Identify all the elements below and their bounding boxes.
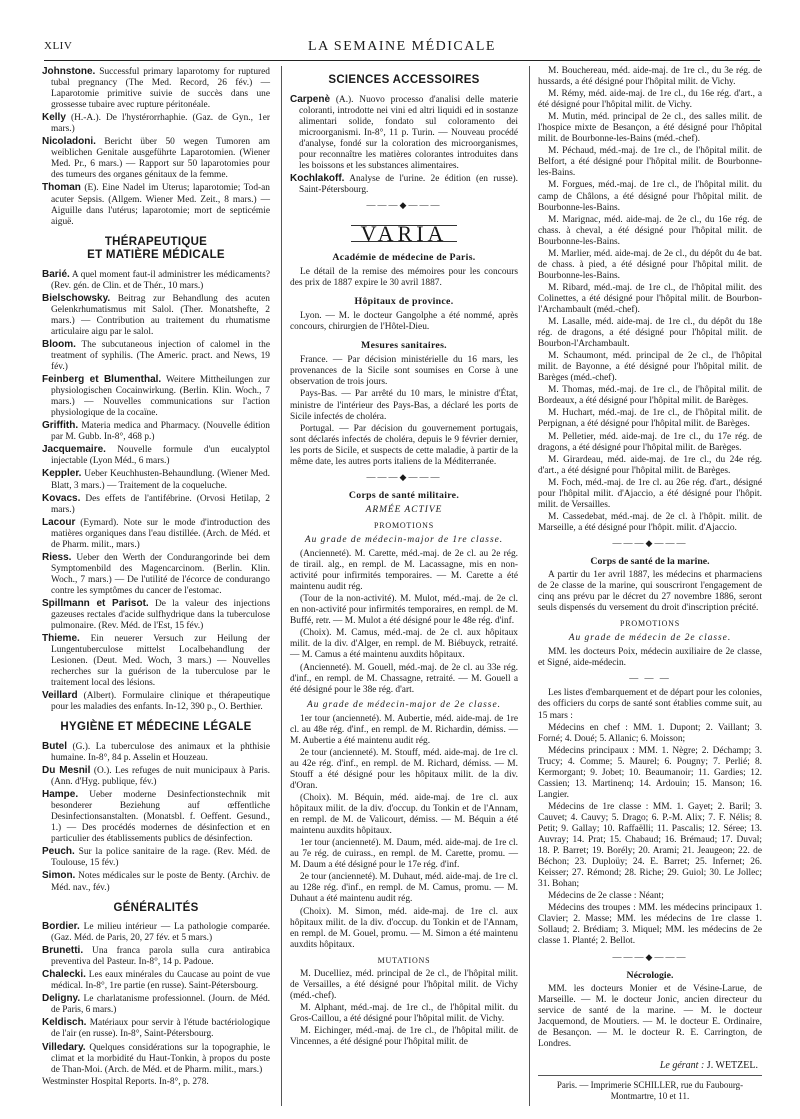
- paragraph: Médecins principaux : MM. 1. Nègre; 2. Déchamp; 3. Trucy; 4. Comme; 5. Maurel; 6. Pougny; 7. Perlié; 8. Kermorgant; 9. Jobet; 10. Beaumanoir; 11. Gardies; 12. Cassien; 13. Martinenq; 14. Ardouin; 15. Manson; 16. Langier.: [538, 745, 762, 800]
- entry-text: Quelques considérations sur la topographie, le climat et la morbidité du Haut-Tonkin, à propos du poste de Than-Moi. (Arch. de Méd. et de Pharm. milit., mars.): [51, 1042, 270, 1075]
- paragraph: M. Mutin, méd. principal de 2e cl., des salles milit. de l'hospice mixte de Besançon, a été désigné pour l'hôpital milit. de Bourbonne-les-Bains (méd.-chef).: [538, 112, 762, 145]
- printer-line: Paris. — Imprimerie SCHILLER, rue du Faubourg-: [556, 1079, 744, 1090]
- ornament-divider: ———◆———: [366, 471, 442, 482]
- grade-heading: Au grade de médecin-major de 1re classe.: [304, 535, 504, 545]
- entry-text: Westminster Hospital Reports. In-8°, p. 278.: [42, 1076, 209, 1087]
- entry-author: Du Mesnil: [42, 765, 91, 777]
- entry-author: Riess.: [42, 551, 72, 563]
- entry-author: Jacquemaire.: [42, 444, 106, 456]
- entry-text: (Eymard). Note sur le mode d'introduction des matières organiques dans l'eau distillée. (Arch. de Méd. et de Pharm. milit., mars.): [51, 517, 270, 550]
- bibliography-entry: [42, 468, 270, 491]
- grade-heading: Au grade de médecin de 2e classe.: [568, 633, 732, 644]
- entry-text: Ueber moderne Desinfectionstechnik mit besonderer Beziehung auf œffentliche Desinfectionsanstalten. (Monatsbl. f. Oeffent. Gesund., 1.) — Des procédés modernes de désinfection et en particulier des établissements publics de désinfection.: [51, 790, 270, 845]
- paragraph: M. Rémy, méd. aide-maj. de 1re cl., du 16e rég. d'art., a été désigné pour l'hôpital milit. de Vichy.: [538, 89, 762, 111]
- paragraph: A partir du 1er avril 1887, les médecins et pharmaciens de 2e classe de la marine, qui souscriront l'engagement de cinq ans prévu par le décret du 27 novembre 1886, seront seuls dispensés du versement du droit d'inscription précité.: [538, 570, 762, 614]
- paragraph: Les listes d'embarquement et de départ pour les colonies, des officiers du corps de santé sont établies comme suit, au 15 mars :: [538, 688, 762, 721]
- grade-heading: Au grade de médecin-major de 2e classe.: [307, 699, 501, 710]
- paragraph: (Tour de la non-activité). M. Mulot, méd.-maj. de 2e cl. en non-activité pour infirmités temporaires, en rempl. de M. Buffé, retr. — M. Mulot a été désigné pour le 48e rég. d'inf.: [290, 594, 518, 627]
- entry-author: Feinberg et Blumenthal.: [42, 374, 162, 386]
- entry-text: Le milieu intérieur — La pathologie comparée. (Gaz. Méd. de Paris, 20, 27 fév. et 5 mars.): [51, 922, 270, 944]
- entry-author: Veillard: [42, 690, 78, 702]
- entry-author: Griffith.: [42, 420, 79, 432]
- ornament-divider: ———◆———: [612, 951, 688, 962]
- entry-author: Lacour: [42, 516, 76, 528]
- paragraph: Médecins de 2e classe : Néant;: [548, 891, 664, 902]
- entry-author: Thieme.: [42, 633, 80, 645]
- bibliography-entry: [42, 293, 270, 338]
- bibliography-entry: [42, 269, 270, 292]
- bibliography-entry: [42, 517, 270, 551]
- page-number: XLIV: [44, 40, 73, 52]
- subsection-heading: Hôpitaux de province.: [354, 296, 454, 308]
- bibliography-entry: [42, 1042, 270, 1076]
- subsection-heading: Académie de médecine de Paris.: [332, 252, 476, 264]
- gerant-label: Le gérant :: [659, 1059, 705, 1071]
- entry-text: De la valeur des injections gazeuses rectales d'acide sulfhydrique dans la tuberculose pulmonaire. (Rev. Méd. de l'Est, 15 fév.): [51, 598, 270, 632]
- entry-text: (E). Eine Nadel im Uterus; laparotomie; Tod-an acuter Sepsis. (Allgem. Wiener Med. Zeit., 8 mars.) — Aiguille dans l'utérus; laparotomie; mort de septicémie aiguë.: [51, 183, 270, 227]
- bibliography-entry: [42, 846, 270, 869]
- bibliography-entry: [290, 94, 518, 172]
- entry-text: Ueber Keuchhusten-Behaundlung. (Wiener Med. Blatt, 3 mars.) — Traitement de la coqueluche.: [51, 469, 270, 491]
- entry-author: Butel: [42, 740, 67, 752]
- entry-author: Thoman: [42, 182, 81, 194]
- entry-text: (A.). Nuovo processo d'analisi delle materie coloranti, introdotte nei vini ed altri liquidi ed in sostanze alimentari solide, fondato sul coloramento dei microorganismi. In-8°, 11 p. Turin. — Nouveau procédé d'analyse, fondé sur la coloration des microorganismes, pour reconnaître les matières colorantes introduites dans les boissons et les substances alimentaires.: [299, 94, 518, 171]
- entry-text: (Albert). Formulaire clinique et thérapeutique pour les maladies des enfants. In-12, 390 p., O. Berthier.: [51, 691, 270, 713]
- small-caps-heading: MUTATIONS: [377, 955, 431, 965]
- entry-author: Keppler.: [42, 468, 82, 480]
- entry-author: Barié.: [42, 268, 70, 280]
- bibliography-entry: [42, 1017, 270, 1040]
- paragraph: M. Thomas, méd.-maj. de 1re cl., de l'hôpital milit. de Bordeaux, a été désigné pour l'hôpital milit. de Barèges.: [538, 385, 762, 407]
- paragraph: Médecins de 1re classe : MM. 1. Gayet; 2. Baril; 3. Cauvet; 4. Cauvy; 5. Drago; 6. P.-M. Alix; 7. F. Nélis; 8. Petit; 9. Gallay; 10. Raffaëlli; 11. Pascalis; 12. Séree; 13. Auvray; 14. Prat; 15. Chabaud; 16. Brémaud; 17. Duval; 18. P. Barret; 19. Borély; 20. Arami; 21. Jeaugeon; 22. de Béchon; 23. Duploüy; 24. E. Barret; 25. Infernet; 26. Keisser; 27. Rémond; 28. Riche; 29. Guiol; 30. Le Jollec; 31. Bohan;: [538, 801, 762, 890]
- paragraph: MM. les docteurs Monier et de Vésine-Larue, de Marseille. — M. le docteur Jonic, ancien directeur du service de santé de la marine. — M. le docteur Jacquemond, de Moutiers. — M. le docteur E. Ordinaire, de Besançon. — M. le docteur R. E. Carrington, de Londres.: [538, 983, 762, 1049]
- bibliography-entry: [42, 870, 270, 893]
- entry-text: Notes médicales sur le poste de Benty. (Archiv. de Méd. nav., fév.): [51, 871, 270, 893]
- paragraph: 1er tour (ancienneté). M. Aubertie, méd. aide-maj. de 1re cl. au 48e rég. d'inf., en rempl. de M. Richardin, démiss. — M. Aubertie a été maintenu audit rég.: [290, 713, 518, 746]
- section-heading: SCIENCES ACCESSOIRES: [328, 74, 480, 86]
- bibliography-entry: [42, 1077, 270, 1088]
- paragraph: 1er tour (ancienneté). M. Daum, méd. aide-maj. de 1re cl. au 7e rég. de cuirass., en rempl. de M. Carette, promu. — M. Daum a été désigné pour le 17e rég. d'inf.: [290, 838, 518, 871]
- header-rule: [44, 60, 760, 61]
- entry-author: Villedary.: [42, 1041, 86, 1053]
- paragraph: M. Foch, méd.-maj. de 1re cl. au 26e rég. d'art., désigné pour l'hôpital milit. d'Ajaccio, a été désigné pour l'hôpit. milit. de Versailles.: [538, 477, 762, 510]
- paragraph: (Choix). M. Béquin, méd. aide-maj. de 1re cl. aux hôpitaux milit. de la div. d'occup. du Tonkin et de l'Annam, en rempl. de M. de Valicourt, démiss. — M. Béquin a été maintenu auxdits hôpitaux.: [290, 793, 518, 837]
- bibliography-entry: [42, 598, 270, 632]
- bibliography-entry: [42, 136, 270, 181]
- entry-author: Brunetti.: [42, 945, 84, 957]
- entry-author: Keldisch.: [42, 1017, 87, 1029]
- entry-text: (O.). Les refuges de nuit municipaux à Paris. (Ann. d'Hyg. publique, fév.): [51, 766, 270, 788]
- bibliography-entry: [42, 969, 270, 992]
- grade-heading: ARMÉE ACTIVE: [365, 504, 443, 515]
- entry-author: Chalecki.: [42, 969, 86, 981]
- printer-line: Montmartre, 10 et 11.: [610, 1090, 690, 1101]
- paragraph: (Choix). M. Simon, méd. aide-maj. de 1re cl. aux hôpitaux milit. de la div. d'occup. du Tonkin et de l'Annam, en rempl. de M. Gouel, promu. — M. Simon a été maintenu auxdits hôpitaux.: [290, 906, 518, 950]
- entry-author: Peuch.: [42, 846, 75, 858]
- column-right: [538, 66, 762, 1102]
- bibliography-entry: [42, 420, 270, 443]
- gerant-name: J. WETZEL.: [706, 1059, 758, 1071]
- entry-text: Matériaux pour servir à l'étude bactériologique de l'air (en russe). In-8°, Saint-Pétersbourg.: [51, 1018, 270, 1040]
- column-middle: [290, 66, 518, 1049]
- entry-author: Kelly: [42, 112, 66, 124]
- paragraph: M. Huchart, méd.-maj. de 1re cl., de l'hôpital milit. de Perpignan, a été désigné pour l'hôpital milit. de Barèges.: [538, 408, 762, 430]
- entry-text: Analyse de l'urine. 2e édition (en russe). Saint-Pétersbourg.: [299, 173, 518, 195]
- paragraph: M. Lasalle, méd. aide-maj. de 1re cl., du dépôt du 18e rég. de dragons, a été désigné pour l'hôpital milit. de Bourbon-l'Archambault.: [538, 317, 762, 350]
- entry-author: Hampe.: [42, 789, 79, 801]
- entry-text: Ein neuerer Versuch zur Heilung der Lungentuberculose mittelst Localbehandlung der Lesionen. (Deut. Med. Woch, 3 mars.) — Nouvelles recherches sur la guérison de la tuberculose par le traitement local des lésions.: [51, 634, 270, 689]
- paragraph: M. Eichinger, méd.-maj. de 1re cl., de l'hôpital milit. de Vincennes, a été désigné pour l'hôpital milit. de: [290, 1025, 518, 1048]
- entry-text: Nouvelle formule d'un eucalyptol injectable (Lyon Méd., 6 mars.): [51, 445, 270, 467]
- paragraph: (Ancienneté). M. Gouell, méd.-maj. de 2e cl. au 33e rég. d'inf., en rempl. de M. Chassagne, retraité. — M. Gouell a été désigné pour le 38e rég. d'art.: [290, 662, 518, 695]
- entry-text: Materia medica and Pharmacy. (Nouvelle édition par M. Gubb. In-8°, 468 p.): [51, 421, 270, 443]
- entry-text: (H.-A.). De l'hystérorrhaphie. (Gaz. de Gyn., 1er mars.): [51, 113, 270, 135]
- section-heading: GÉNÉRALITÉS: [113, 901, 199, 914]
- subsection-heading: Corps de santé militaire.: [348, 489, 460, 501]
- entry-author: Bielschowsky.: [42, 292, 111, 304]
- column-divider: [281, 66, 282, 1106]
- printer-imprint: [538, 1075, 762, 1102]
- paragraph: M. Cassedebat, méd.-maj. de 2e cl. à l'hôpit. milit. de Marseille, a été désigné pour l'hôpit. milit. d'Ajaccio.: [538, 511, 762, 533]
- paragraph: Le détail de la remise des mémoires pour les concours des prix de 1887 expire le 30 avril 1887.: [290, 267, 518, 289]
- entry-author: Kochlakoff.: [290, 172, 345, 184]
- bibliography-entry: [42, 493, 270, 516]
- bibliography-entry: [42, 66, 270, 111]
- varia-title: VARIA: [351, 225, 458, 242]
- subsection-heading: Mesures sanitaires.: [361, 340, 447, 352]
- small-caps-heading: PROMOTIONS: [373, 520, 434, 530]
- entry-author: Nicoladoni.: [42, 136, 96, 148]
- entry-text: A quel moment faut-il administrer les médicaments? (Rev. gén. de Clin. et de Thér., 10 mars.): [51, 269, 270, 291]
- column-divider: [529, 66, 530, 1106]
- gerant-signature: [538, 1060, 758, 1071]
- paragraph: M. Alphant, méd.-maj. de 1re cl., de l'hôpital milit. du Gros-Caillou, a été désigné pour l'hôpital milit. de Vichy.: [290, 1002, 518, 1024]
- subsection-heading: Corps de santé de la marine.: [590, 555, 710, 567]
- varia-title-wrap: [290, 220, 518, 246]
- paragraph: Médecins en chef : MM. 1. Dupont; 2. Vaillant; 3. Forné; 4. Doué; 5. Allanic; 6. Moisson;: [538, 722, 762, 744]
- paragraph: M. Ribard, méd.-maj. de 1re cl., de l'hôpital milit. des Colinettes, a été désigné pour l'hôpital milit. de Bourbon-l'Archambault (méd.-chef).: [538, 282, 762, 315]
- paragraph: M. Marlier, méd. aide-maj. de 2e cl., du dépôt du 4e bat. de chass. à pied, a été désigné pour l'hôpital milit. de Bourbonne-les-Bains.: [538, 248, 762, 281]
- page-header: [44, 40, 760, 58]
- section-heading: HYGIÈNE ET MÉDECINE LÉGALE: [60, 721, 252, 734]
- bibliography-entry: [42, 374, 270, 419]
- bibliography-entry: [42, 339, 270, 373]
- paragraph: 2e tour (ancienneté). M. Stouff, méd. aide-maj. de 1re cl. au 42e rég. d'inf., en rempl. de M. Richard, démiss. — M. Stouff a été désigné pour les hôpitaux milit. de la div. d'Oran.: [290, 747, 518, 791]
- paragraph: M. Schaumont, méd. principal de 2e cl., de l'hôpital milit. de Bayonne, a été désigné pour l'hôpital milit. de Barèges (méd.-chef).: [538, 351, 762, 384]
- bibliography-entry: [42, 112, 270, 135]
- ornament-divider: ———◆———: [366, 199, 442, 210]
- ornament-divider: — — —: [629, 673, 671, 684]
- ornament-divider: ———◆———: [612, 537, 688, 548]
- bibliography-entry: [42, 945, 270, 968]
- entry-text: Sur la police sanitaire de la rage. (Rev. Méd. de Toulouse, 15 fév.): [51, 847, 270, 869]
- bibliography-entry: [42, 444, 270, 467]
- entry-author: Bloom.: [42, 338, 76, 350]
- bibliography-entry: [42, 552, 270, 597]
- subsection-heading: Nécrologie.: [626, 969, 674, 981]
- entry-author: Spillmann et Parisot.: [42, 597, 149, 609]
- paragraph: Lyon. — M. le docteur Gangolphe a été nommé, après concours, chirurgien de l'Hôtel-Dieu.: [290, 311, 518, 333]
- paragraph: M. Pelletier, méd. aide-maj. de 1re cl., du 17e rég. de dragons, a été désigné pour l'hôpital milit. de Barèges.: [538, 431, 762, 453]
- entry-text: Ueber den Werth der Condurangorinde bei dem Symptomenbild des Magencarcinom. (Berlin. Klin. Woch., 7 mars.) — De l'utilité de l'écorce de condurango contre les symptômes du cancer de l'estomac.: [51, 552, 270, 596]
- entry-author: Kovacs.: [42, 492, 81, 504]
- bibliography-entry: [42, 789, 270, 845]
- entry-author: Bordier.: [42, 921, 80, 933]
- entry-text: Successful primary laparotomy for ruptured tubal pregnancy (The Med. Record, 26 fév.) — Laparotomie primitive suivie de succès dans une grossesse tubaire avec rupture péritonéale.: [51, 67, 270, 111]
- entry-author: Johnstone.: [42, 66, 96, 77]
- entry-text: (G.). La tuberculose des animaux et la phthisie humaine. In-8°, 84 p. Asselin et Houzeau.: [51, 741, 270, 763]
- entry-author: Simon.: [42, 870, 76, 882]
- paragraph: MM. les docteurs Poix, médecin auxiliaire de 2e classe, et Signé, aide-médecin.: [538, 647, 762, 669]
- paragraph: France. — Par décision ministérielle du 16 mars, les provenances de la Sicile sont soumises en Corse à une observation de trois jours.: [290, 355, 518, 388]
- small-caps-heading: PROMOTIONS: [619, 619, 680, 629]
- paragraph: M. Ducelliez, méd. principal de 2e cl., de l'hôpital milit. de Versailles, a été désigné pour l'hôpital milit. de Vichy (méd.-chef).: [290, 968, 518, 1001]
- entry-author: Deligny.: [42, 993, 81, 1005]
- paragraph: M. Marignac, méd. aide-maj. de 2e cl., du 16e rég. de chass. à cheval, a été désigné pour l'hôpital milit. de Bourbonne-les-Bains.: [538, 214, 762, 247]
- entry-text: Les eaux minérales du Caucase au point de vue médical. In-8°, 1re partie (en russe). Saint-Pétersbourg.: [51, 970, 270, 992]
- bibliography-entry: [42, 921, 270, 944]
- bibliography-entry: [290, 173, 518, 196]
- bibliography-entry: [42, 633, 270, 689]
- paragraph: M. Bouchereau, méd. aide-maj. de 1re cl., du 3e rég. de hussards, a été désigné pour l'hôpital milit. de Vichy.: [538, 66, 762, 88]
- paragraph: Portugal. — Par décision du gouvernement portugais, sont déclarés infectés de choléra, depuis le 9 février dernier, les ports de Sicile, et suspects de cette maladie, à partir de la même date, les autres ports italiens de la Méditerranée.: [290, 423, 518, 467]
- entry-text: Bericht über 50 wegen Tumoren am weiblichen Genitale ausgeführte Laparotomien. (Wiener Med. Pr., 6 mars.) — Rapport sur 50 laparotomies pour des tumeurs des organes génitaux de la femme.: [51, 137, 270, 181]
- entry-text: Des effets de l'antifébrine. (Orvosi Hetilap, 2 mars.): [51, 493, 270, 515]
- entry-text: The subcutaneous injection of calomel in the treatment of syphilis. (The Americ. pract. and News, 19 fév.): [51, 339, 270, 373]
- column-left: [42, 66, 270, 1089]
- section-heading: THÉRAPEUTIQUE ET MATIÈRE MÉDICALE: [87, 235, 225, 262]
- bibliography-entry: [42, 765, 270, 788]
- paragraph: M. Péchaud, méd.-maj. de 1re cl., de l'hôpital milit. de Belfort, a été désigné pour l'hôpital milit. de Bourbonne-les-Bains.: [538, 146, 762, 179]
- paragraph: 2e tour (ancienneté). M. Duhaut, méd. aide-maj. de 1re cl. au 128e rég. d'inf., en rempl. de M. Camus, promu. — M. Duhaut a été maintenu audit rég.: [290, 872, 518, 905]
- bibliography-entry: [42, 690, 270, 713]
- paragraph: Médecins des troupes : MM. les médecins principaux 1. Clavier; 2. Masse; MM. les médecins de 1re classe 1. Sollaud; 2. Brédiam; 3. Miquel; MM. les médecins de 2e classe 1. Planté; 2. Bellot.: [538, 903, 762, 947]
- paragraph: M. Forgues, méd.-maj. de 1re cl., de l'hôpital milit. du camp de Châlons, a été désigné pour l'hôpital milit. de Bourbonne-les-Bains.: [538, 180, 762, 213]
- bibliography-entry: [42, 741, 270, 764]
- journal-title: LA SEMAINE MÉDICALE: [308, 39, 496, 54]
- entry-text: Le charlatanisme professionnel. (Journ. de Méd. de Paris, 6 mars.): [51, 994, 270, 1016]
- entry-text: Beitrag zur Behandlung des acuten Gelenkrhumatismus mit Salol. (Ther. Monatshefte, 2 mars.) — Contribution au traitement du rhumatisme articulaire aigu par le salol.: [51, 293, 270, 337]
- paragraph: (Choix). M. Camus, méd.-maj. de 2e cl. aux hôpitaux milit. de la div. d'Alger, en rempl. de M. Biébuyck, retraité. — M. Camus a été maintenu auxdits hôpitaux.: [290, 628, 518, 661]
- bibliography-entry: [42, 182, 270, 227]
- entry-author: Carpenè: [290, 93, 331, 105]
- paragraph: (Ancienneté). M. Carette, méd.-maj. de 2e cl. au 2e rég. de tirail. alg., en rempl. de M. Lacassagne, mis en non-activité pour infirmités temporaires. — M. Carette a été maintenu audit rég.: [290, 549, 518, 593]
- bibliography-entry: [42, 993, 270, 1016]
- entry-text: Una franca parola sulla cura antirabica preventiva del Pasteur. In-8°, 14 p. Padoue.: [51, 946, 270, 968]
- paragraph: Pays-Bas. — Par arrêté du 10 mars, le ministre d'État, ministre de l'intérieur des Pays-Bas, a déclaré les ports de Sicile infectés de choléra.: [290, 389, 518, 422]
- entry-text: Weitere Mittheilungen zur physiologischen Cocainwirkung. (Berlin. Klin. Woch., 7 mars.) — Nouvelles communications sur l'action physiologique de la cocaïne.: [51, 375, 270, 419]
- paragraph: M. Girardeau, méd. aide-maj. de 1re cl., du 24e rég. d'art., a été désigné pour l'hôpital milit. de Barèges.: [538, 454, 762, 476]
